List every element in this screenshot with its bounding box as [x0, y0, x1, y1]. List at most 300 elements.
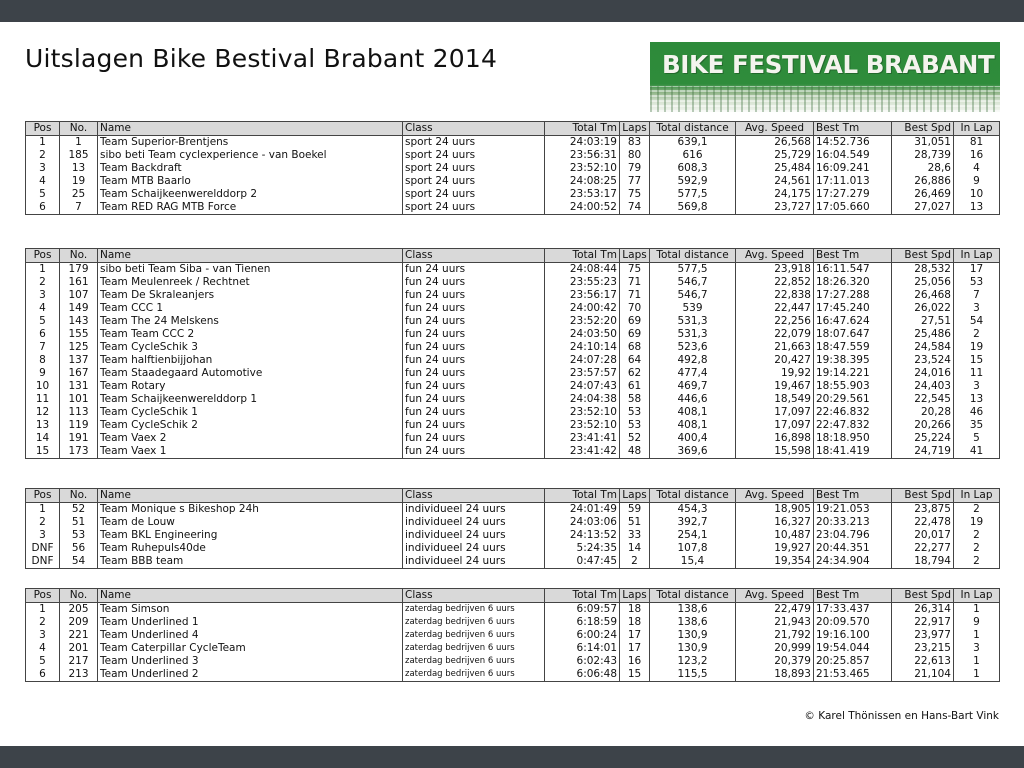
table-cell: 11: [954, 367, 1000, 380]
table-row: [26, 668, 1000, 682]
table-cell: 1: [60, 136, 98, 150]
table-cell: Team Schaijkeenwerelddorp 2: [98, 188, 403, 201]
table-cell: 18: [620, 616, 650, 629]
table-row: [26, 445, 1000, 459]
table-cell: 23,215: [892, 642, 954, 655]
table-row: [26, 136, 1000, 150]
table-cell: 0:47:45: [545, 555, 620, 569]
column-header: Total distance: [650, 122, 736, 136]
column-header: No.: [60, 249, 98, 263]
results-table-bedrijven-6: [25, 588, 1000, 682]
table-cell: 469,7: [650, 380, 736, 393]
table-header-row: [26, 489, 1000, 503]
table-cell: 185: [60, 149, 98, 162]
table-cell: sport 24 uurs: [403, 188, 545, 201]
table-cell: 7: [954, 289, 1000, 302]
table-cell: 24:03:50: [545, 328, 620, 341]
table-cell: 23:57:57: [545, 367, 620, 380]
table-cell: 23,918: [736, 263, 814, 277]
table-cell: 13: [26, 419, 60, 432]
column-header: Name: [98, 249, 403, 263]
logo: [650, 42, 1000, 112]
table-cell: 17,097: [736, 406, 814, 419]
table-cell: 492,8: [650, 354, 736, 367]
table-cell: 75: [620, 263, 650, 277]
table-cell: 113: [60, 406, 98, 419]
table-cell: Team Backdraft: [98, 162, 403, 175]
table-cell: 19: [954, 516, 1000, 529]
table-cell: 18,794: [892, 555, 954, 569]
table-cell: 1: [954, 655, 1000, 668]
table-row: [26, 655, 1000, 668]
results-table-sport-24: [25, 121, 1000, 215]
table-cell: 59: [620, 503, 650, 517]
table-cell: 1: [26, 503, 60, 517]
table-cell: 5: [26, 188, 60, 201]
table-cell: 28,532: [892, 263, 954, 277]
table-cell: 23:52:10: [545, 406, 620, 419]
table-cell: zaterdag bedrijven 6 uurs: [403, 603, 545, 617]
table-row: [26, 529, 1000, 542]
table-cell: 101: [60, 393, 98, 406]
column-header: No.: [60, 122, 98, 136]
table-cell: 3: [954, 642, 1000, 655]
table-cell: 6:09:57: [545, 603, 620, 617]
table-cell: 20:25.857: [814, 655, 892, 668]
table-cell: DNF: [26, 555, 60, 569]
table-cell: 408,1: [650, 419, 736, 432]
table-cell: 408,1: [650, 406, 736, 419]
column-header: In Lap: [954, 589, 1000, 603]
table-cell: sibo beti Team cyclexperience - van Boekel: [98, 149, 403, 162]
table-cell: 22,479: [736, 603, 814, 617]
table-cell: fun 24 uurs: [403, 406, 545, 419]
table-cell: 639,1: [650, 136, 736, 150]
table-cell: 5: [26, 315, 60, 328]
table-cell: 3: [26, 162, 60, 175]
table-cell: fun 24 uurs: [403, 445, 545, 459]
table-cell: 3: [26, 289, 60, 302]
table-cell: 17:27.279: [814, 188, 892, 201]
table-cell: 17:27.288: [814, 289, 892, 302]
table-cell: 9: [26, 367, 60, 380]
table-header-row: [26, 589, 1000, 603]
table-cell: 22,079: [736, 328, 814, 341]
table-cell: individueel 24 uurs: [403, 542, 545, 555]
table-cell: sport 24 uurs: [403, 201, 545, 215]
table-cell: Team CycleSchik 3: [98, 341, 403, 354]
table-cell: 191: [60, 432, 98, 445]
table-cell: 130,9: [650, 642, 736, 655]
table-cell: 24:03:06: [545, 516, 620, 529]
table-cell: 17: [954, 263, 1000, 277]
table-cell: 477,4: [650, 367, 736, 380]
table-cell: Team Monique s Bikeshop 24h: [98, 503, 403, 517]
table-cell: 24,719: [892, 445, 954, 459]
table-cell: 22:46.832: [814, 406, 892, 419]
column-header: Best Tm: [814, 122, 892, 136]
table-cell: 23:41:42: [545, 445, 620, 459]
table-cell: 14: [620, 542, 650, 555]
column-header: Class: [403, 589, 545, 603]
table-cell: 26,314: [892, 603, 954, 617]
table-cell: 18,905: [736, 503, 814, 517]
table-cell: 11: [26, 393, 60, 406]
table-cell: 21,943: [736, 616, 814, 629]
table-cell: 6: [26, 201, 60, 215]
table-cell: fun 24 uurs: [403, 289, 545, 302]
table-cell: 131: [60, 380, 98, 393]
table-cell: 26,468: [892, 289, 954, 302]
table-cell: 24:13:52: [545, 529, 620, 542]
table-cell: 46: [954, 406, 1000, 419]
table-cell: 22,838: [736, 289, 814, 302]
table-cell: 155: [60, 328, 98, 341]
table-cell: 19,927: [736, 542, 814, 555]
table-cell: Team Vaex 1: [98, 445, 403, 459]
table-cell: 21,792: [736, 629, 814, 642]
table-cell: 1: [26, 603, 60, 617]
table-cell: 6:02:43: [545, 655, 620, 668]
column-header: In Lap: [954, 249, 1000, 263]
table-cell: 53: [60, 529, 98, 542]
table-cell: 24:10:14: [545, 341, 620, 354]
table-cell: 16,327: [736, 516, 814, 529]
column-header: Pos: [26, 249, 60, 263]
table-cell: 16:11.547: [814, 263, 892, 277]
table-cell: 22:47.832: [814, 419, 892, 432]
table-cell: 6:18:59: [545, 616, 620, 629]
table-cell: 23:04.796: [814, 529, 892, 542]
table-cell: 48: [620, 445, 650, 459]
table-cell: 53: [620, 406, 650, 419]
table-cell: 130,9: [650, 629, 736, 642]
table-cell: 24,403: [892, 380, 954, 393]
table-cell: 115,5: [650, 668, 736, 682]
table-cell: 80: [620, 149, 650, 162]
column-header: Best Spd: [892, 589, 954, 603]
table-cell: 18:26.320: [814, 276, 892, 289]
table-cell: 10,487: [736, 529, 814, 542]
table-row: [26, 516, 1000, 529]
table-cell: Team Simson: [98, 603, 403, 617]
table-cell: fun 24 uurs: [403, 380, 545, 393]
table-cell: 24:08:44: [545, 263, 620, 277]
table-cell: Team Staadegaard Automotive: [98, 367, 403, 380]
column-header: Avg. Speed: [736, 589, 814, 603]
table-row: [26, 367, 1000, 380]
column-header: Laps: [620, 249, 650, 263]
table-cell: 17: [620, 629, 650, 642]
table-cell: 6:00:24: [545, 629, 620, 642]
table-cell: 19:38.395: [814, 354, 892, 367]
table-cell: 19:14.221: [814, 367, 892, 380]
table-cell: 15: [954, 354, 1000, 367]
table-cell: 24:07:43: [545, 380, 620, 393]
table-cell: 53: [954, 276, 1000, 289]
table-cell: 531,3: [650, 328, 736, 341]
table-cell: 9: [954, 616, 1000, 629]
column-header: In Lap: [954, 122, 1000, 136]
table-cell: Team Vaex 2: [98, 432, 403, 445]
table-cell: 2: [26, 149, 60, 162]
table-cell: individueel 24 uurs: [403, 503, 545, 517]
table-cell: 24:01:49: [545, 503, 620, 517]
table-row: [26, 149, 1000, 162]
table-cell: 6: [26, 328, 60, 341]
results-table-individueel-24: [25, 488, 1000, 569]
table-row: [26, 555, 1000, 569]
table-cell: 577,5: [650, 188, 736, 201]
table-cell: 24,584: [892, 341, 954, 354]
table-cell: 217: [60, 655, 98, 668]
table-cell: zaterdag bedrijven 6 uurs: [403, 655, 545, 668]
table-cell: 22,478: [892, 516, 954, 529]
table-cell: 2: [954, 555, 1000, 569]
table-cell: fun 24 uurs: [403, 263, 545, 277]
table-cell: fun 24 uurs: [403, 341, 545, 354]
table-cell: 20,017: [892, 529, 954, 542]
table-cell: individueel 24 uurs: [403, 529, 545, 542]
table-row: [26, 629, 1000, 642]
table-cell: 70: [620, 302, 650, 315]
table-cell: 22,447: [736, 302, 814, 315]
table-cell: 1: [954, 629, 1000, 642]
table-cell: 179: [60, 263, 98, 277]
table-cell: 51: [620, 516, 650, 529]
table-cell: 28,6: [892, 162, 954, 175]
table-cell: 6: [26, 668, 60, 682]
table-cell: 2: [954, 529, 1000, 542]
table-cell: 41: [954, 445, 1000, 459]
table-cell: 21:53.465: [814, 668, 892, 682]
table-cell: Team de Louw: [98, 516, 403, 529]
copyright-notice: © Karel Thönissen en Hans-Bart Vink: [804, 710, 999, 722]
table-cell: 2: [620, 555, 650, 569]
table-cell: 13: [954, 393, 1000, 406]
table-cell: Team halftienbijjohan: [98, 354, 403, 367]
table-cell: 2: [954, 503, 1000, 517]
table-cell: 68: [620, 341, 650, 354]
column-header: Total distance: [650, 589, 736, 603]
table-cell: zaterdag bedrijven 6 uurs: [403, 616, 545, 629]
table-cell: 14:52.736: [814, 136, 892, 150]
table-cell: 23:52:10: [545, 162, 620, 175]
table-cell: 26,568: [736, 136, 814, 150]
table-cell: 16: [620, 655, 650, 668]
table-cell: 6:06:48: [545, 668, 620, 682]
table-cell: 23,977: [892, 629, 954, 642]
table-cell: 1: [26, 263, 60, 277]
table-cell: 523,6: [650, 341, 736, 354]
table-cell: 12: [26, 406, 60, 419]
table-cell: individueel 24 uurs: [403, 516, 545, 529]
table-cell: Team CycleSchik 1: [98, 406, 403, 419]
table-cell: fun 24 uurs: [403, 419, 545, 432]
table-row: [26, 503, 1000, 517]
table-cell: 5: [26, 655, 60, 668]
table-cell: 20,28: [892, 406, 954, 419]
table-header-row: [26, 249, 1000, 263]
table-cell: 20,999: [736, 642, 814, 655]
table-cell: 18:18.950: [814, 432, 892, 445]
table-cell: 23:53:17: [545, 188, 620, 201]
table-row: [26, 642, 1000, 655]
table-cell: 608,3: [650, 162, 736, 175]
table-cell: Team Caterpillar CycleTeam: [98, 642, 403, 655]
table-cell: sport 24 uurs: [403, 149, 545, 162]
table-cell: 3: [26, 629, 60, 642]
table-row: [26, 393, 1000, 406]
table-cell: 1: [26, 136, 60, 150]
table-cell: 54: [60, 555, 98, 569]
table-cell: 20,266: [892, 419, 954, 432]
column-header: Avg. Speed: [736, 249, 814, 263]
column-header: Class: [403, 489, 545, 503]
table-cell: 23:41:41: [545, 432, 620, 445]
table-cell: 17: [620, 642, 650, 655]
table-cell: 33: [620, 529, 650, 542]
table-cell: individueel 24 uurs: [403, 555, 545, 569]
table-cell: 52: [60, 503, 98, 517]
table-cell: 19: [60, 175, 98, 188]
column-header: Name: [98, 489, 403, 503]
table-cell: 52: [620, 432, 650, 445]
table-row: [26, 276, 1000, 289]
table-cell: 22,852: [736, 276, 814, 289]
column-header: Total Tm: [545, 122, 620, 136]
table-cell: 2: [954, 328, 1000, 341]
table-cell: 20:29.561: [814, 393, 892, 406]
table-cell: 21,104: [892, 668, 954, 682]
table-cell: 2: [26, 616, 60, 629]
table-cell: 138,6: [650, 616, 736, 629]
table-cell: 20:09.570: [814, 616, 892, 629]
table-cell: 22,256: [736, 315, 814, 328]
table-cell: 18:47.559: [814, 341, 892, 354]
table-cell: 64: [620, 354, 650, 367]
table-cell: 2: [26, 516, 60, 529]
column-header: Pos: [26, 122, 60, 136]
column-header: Total Tm: [545, 249, 620, 263]
table-row: [26, 188, 1000, 201]
table-cell: Team CycleSchik 2: [98, 419, 403, 432]
table-cell: 15,598: [736, 445, 814, 459]
table-cell: 16:09.241: [814, 162, 892, 175]
column-header: Class: [403, 249, 545, 263]
table-cell: Team Ruhepuls40de: [98, 542, 403, 555]
table-cell: 25,729: [736, 149, 814, 162]
table-row: [26, 302, 1000, 315]
table-cell: fun 24 uurs: [403, 315, 545, 328]
table-cell: DNF: [26, 542, 60, 555]
table-row: [26, 263, 1000, 277]
table-cell: 577,5: [650, 263, 736, 277]
table-cell: 138,6: [650, 603, 736, 617]
table-cell: 26,469: [892, 188, 954, 201]
table-cell: 27,027: [892, 201, 954, 215]
table-cell: 69: [620, 328, 650, 341]
column-header: Name: [98, 589, 403, 603]
table-cell: 24:03:19: [545, 136, 620, 150]
table-cell: 19: [954, 341, 1000, 354]
table-cell: 143: [60, 315, 98, 328]
table-cell: 123,2: [650, 655, 736, 668]
table-cell: Team Schaijkeenwerelddorp 1: [98, 393, 403, 406]
table-cell: 7: [60, 201, 98, 215]
table-cell: Team De Skraleanjers: [98, 289, 403, 302]
table-cell: sport 24 uurs: [403, 136, 545, 150]
table-cell: 400,4: [650, 432, 736, 445]
table-cell: 24:00:42: [545, 302, 620, 315]
table-cell: 7: [26, 341, 60, 354]
table-row: [26, 380, 1000, 393]
table-cell: 56: [60, 542, 98, 555]
table-cell: zaterdag bedrijven 6 uurs: [403, 668, 545, 682]
table-cell: 81: [954, 136, 1000, 150]
table-cell: 6:14:01: [545, 642, 620, 655]
table-cell: 25,486: [892, 328, 954, 341]
column-header: In Lap: [954, 489, 1000, 503]
table-cell: 16:04.549: [814, 149, 892, 162]
table-cell: fun 24 uurs: [403, 393, 545, 406]
table-cell: Team CCC 1: [98, 302, 403, 315]
table-cell: 15,4: [650, 555, 736, 569]
table-cell: 23:52:20: [545, 315, 620, 328]
table-cell: Team Superior-Brentjens: [98, 136, 403, 150]
table-cell: Team Underlined 4: [98, 629, 403, 642]
column-header: No.: [60, 589, 98, 603]
table-row: [26, 542, 1000, 555]
table-cell: 137: [60, 354, 98, 367]
table-cell: 19,467: [736, 380, 814, 393]
column-header: Name: [98, 122, 403, 136]
column-header: Pos: [26, 489, 60, 503]
column-header: Laps: [620, 589, 650, 603]
table-cell: 61: [620, 380, 650, 393]
table-cell: Team Rotary: [98, 380, 403, 393]
table-cell: sport 24 uurs: [403, 162, 545, 175]
table-cell: Team Underlined 3: [98, 655, 403, 668]
table-cell: 5:24:35: [545, 542, 620, 555]
table-cell: 4: [954, 162, 1000, 175]
column-header: Best Spd: [892, 249, 954, 263]
logo-texture: [650, 86, 1000, 112]
table-cell: 454,3: [650, 503, 736, 517]
table-cell: 14: [26, 432, 60, 445]
table-cell: 3: [26, 529, 60, 542]
table-row: [26, 354, 1000, 367]
table-cell: 213: [60, 668, 98, 682]
table-row: [26, 616, 1000, 629]
table-cell: fun 24 uurs: [403, 302, 545, 315]
table-cell: 51: [60, 516, 98, 529]
table-cell: 20,427: [736, 354, 814, 367]
column-header: Best Tm: [814, 589, 892, 603]
table-cell: Team RED RAG MTB Force: [98, 201, 403, 215]
table-cell: Team BKL Engineering: [98, 529, 403, 542]
table-cell: 18: [620, 603, 650, 617]
table-cell: 20:44.351: [814, 542, 892, 555]
table-cell: 2: [26, 276, 60, 289]
table-cell: 19,92: [736, 367, 814, 380]
table-cell: 19:21.053: [814, 503, 892, 517]
table-cell: 18:41.419: [814, 445, 892, 459]
table-cell: 546,7: [650, 289, 736, 302]
table-cell: 531,3: [650, 315, 736, 328]
table-cell: 3: [954, 380, 1000, 393]
table-cell: 28,739: [892, 149, 954, 162]
